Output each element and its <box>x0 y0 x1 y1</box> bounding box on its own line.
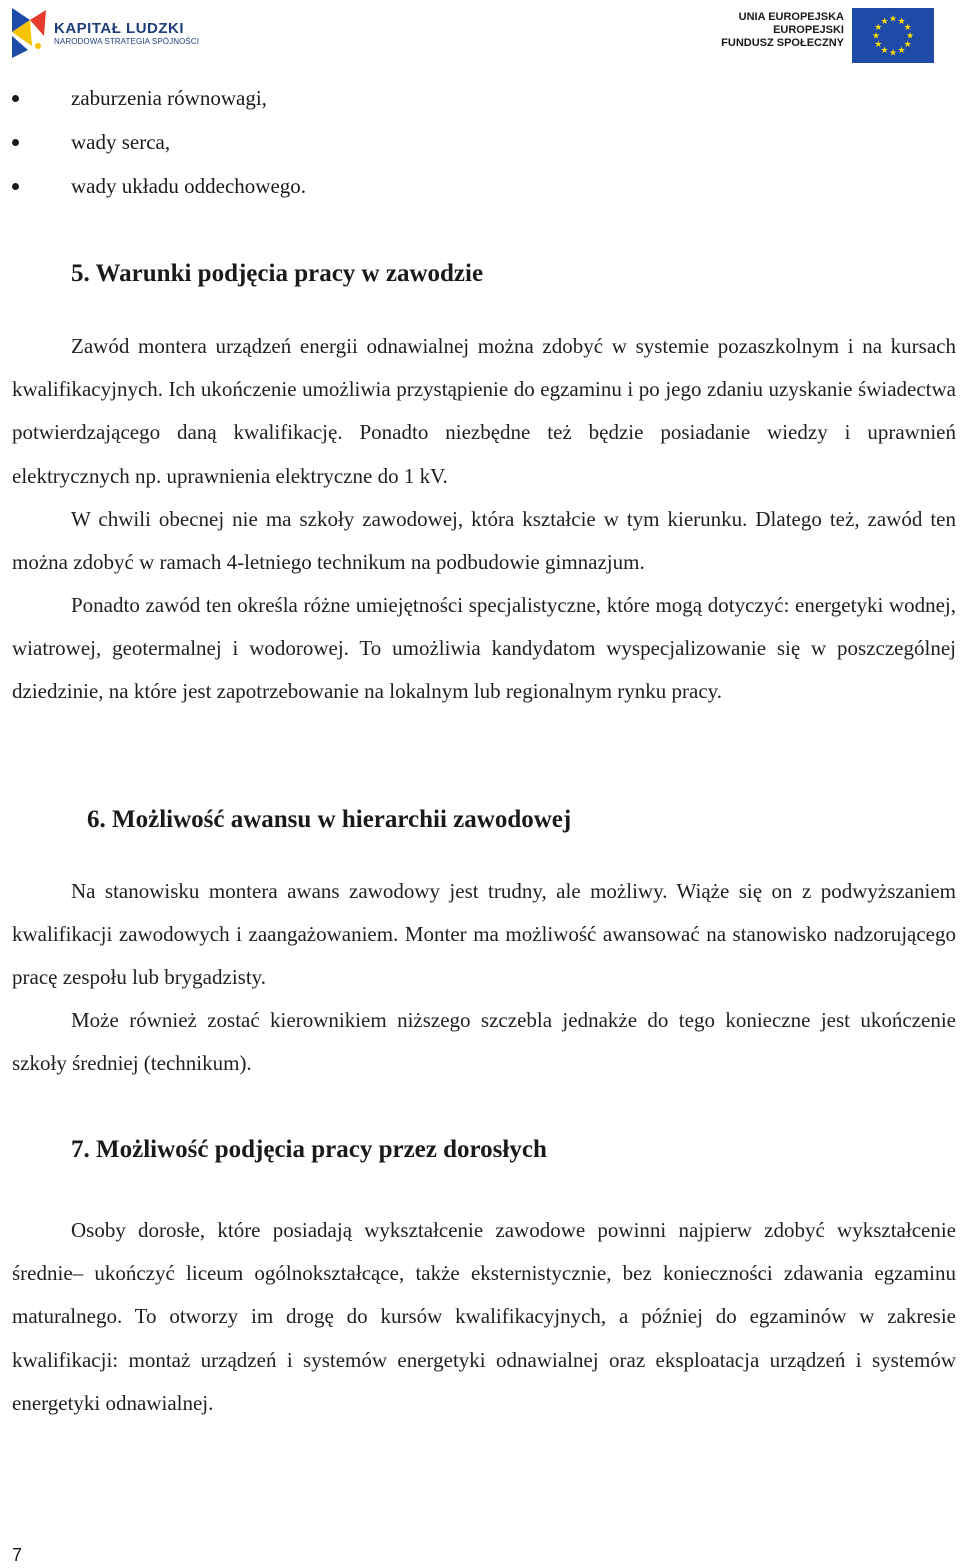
bullet-icon <box>12 95 19 102</box>
section-6-heading: 6. Możliwość awansu w hierarchii zawodowej <box>87 806 572 833</box>
section-5-heading: 5. Warunki podjęcia pracy w zawodzie <box>71 260 484 287</box>
section-5-paragraph-1: Zawód montera urządzeń energii odnawialnej można zdobyć w systemie pozaszkolnym i na kursach kwalifikacyjnych. Ich ukończenie umożliwia przystąpienie do egzaminu i po jego zdaniu uzyskanie świadectwa potwierdzającego daną kwalifikację. Ponadto niezbędne też będzie posiadanie wiedzy i uprawnień elektrycznych np. uprawnienia elektryczne do 1 kV. <box>12 334 956 488</box>
eu-line-1: UNIA EUROPEJSKA <box>738 11 844 23</box>
eu-star-icon: ★ <box>903 22 912 32</box>
page-header <box>0 0 960 70</box>
eu-star-icon: ★ <box>871 30 881 41</box>
section-5-paragraph-2: W chwili obecnej nie ma szkoły zawodowej, która kształcie w tym kierunku. Dlatego też, zawód ten można zdobyć w ramach 4-letniego technikum na podbudowie gimnazjum. <box>12 507 956 575</box>
section-6-paragraph-2: Może również zostać kierownikiem niższego szczebla jednakże do tego konieczne jest ukończenie szkoły średniej (technikum). <box>12 1008 956 1076</box>
eu-logo <box>721 8 934 63</box>
eu-star-icon: ★ <box>897 45 906 56</box>
eu-star-icon: ★ <box>880 15 889 26</box>
eu-star-icon: ★ <box>903 39 912 49</box>
eu-star-icon: ★ <box>874 39 883 49</box>
bullet-icon <box>12 139 19 146</box>
kapital-ludzki-logo <box>8 6 199 60</box>
list-item: zaburzenia równowagi, <box>12 76 956 120</box>
page-number: 7 <box>12 1545 23 1565</box>
kapital-ludzki-subtitle: NARODOWA STRATEGIA SPÓJNOŚCI <box>54 36 200 46</box>
document-body <box>12 76 956 1415</box>
eu-star-icon: ★ <box>888 13 898 24</box>
kapital-ludzki-title: KAPITAŁ LUDZKI <box>54 19 185 37</box>
list-item: wady serca, <box>12 120 956 164</box>
bullet-icon <box>12 183 19 190</box>
list-item: wady układu oddechowego. <box>12 164 956 208</box>
bullet-list <box>12 76 956 208</box>
eu-star-icon: ★ <box>897 15 906 26</box>
eu-star-icon: ★ <box>880 45 889 56</box>
eu-line-2: EUROPEJSKI <box>773 24 844 36</box>
section-7-paragraph-1: Osoby dorosłe, które posiadają wykształcenie zawodowe powinni najpierw zdobyć wykształcenie średnie– ukończyć liceum ogólnokształcące, także eksternistycznie, bez konieczności zdawania egzaminu maturalnego. To otworzy im drogę do kursów kwalifikacyjnych, a później do egzaminów w zakresie kwalifikacji: montaż urządzeń i systemów energetyki odnawialnej oraz eksploatacja urządzeń i systemów energetyki odnawialnej. <box>12 1218 956 1415</box>
eu-flag-icon <box>852 8 934 63</box>
eu-star-icon: ★ <box>905 30 915 41</box>
section-7-heading: 7. Możliwość podjęcia pracy przez dorosłych <box>71 1136 547 1163</box>
section-5-paragraph-3: Ponadto zawód ten określa różne umiejętności specjalistyczne, które mogą dotyczyć: energetyki wodnej, wiatrowej, geotermalnej i wodorowej. To umożliwia kandydatom wyspecjalizowanie się w poszczególnej dziedzinie, na które jest zapotrzebowanie na lokalnym lub regionalnym rynku pracy. <box>12 593 956 704</box>
eu-star-icon: ★ <box>874 22 883 32</box>
eu-line-3: FUNDUSZ SPOŁECZNY <box>721 37 844 49</box>
kapital-ludzki-emblem-icon <box>8 6 48 60</box>
section-6-paragraph-1: Na stanowisku montera awans zawodowy jest trudny, ale możliwy. Wiąże się on z podwyższaniem kwalifikacji zawodowych i zaangażowaniem. Monter ma możliwość awansować na stanowisko nadzorującego pracę zespołu lub brygadzisty. <box>12 879 956 990</box>
eu-star-icon: ★ <box>888 47 898 58</box>
